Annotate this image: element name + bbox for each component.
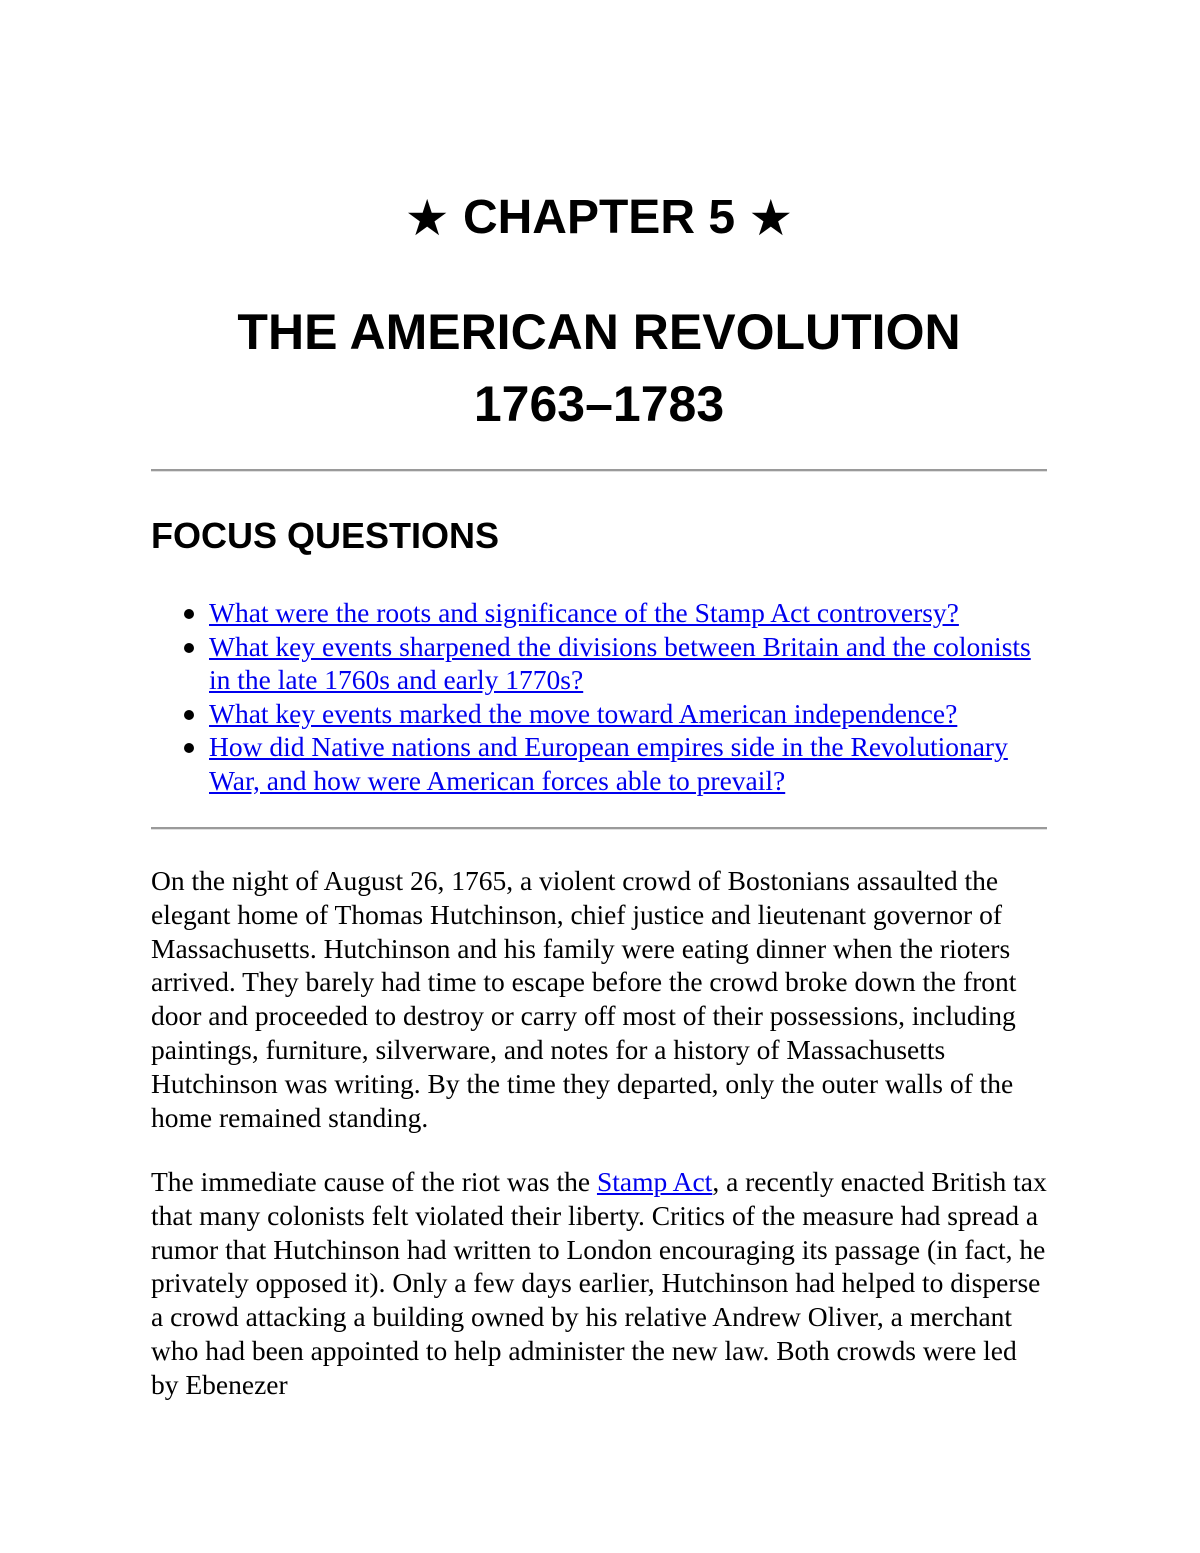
stamp-act-link[interactable]: Stamp Act: [596, 1166, 713, 1197]
horizontal-divider: [151, 827, 1047, 830]
chapter-title-line: THE AMERICAN REVOLUTION: [237, 304, 961, 360]
paragraph-text: The immediate cause of the riot was the: [151, 1166, 597, 1197]
focus-question-link[interactable]: How did Native nations and European empires side in the Revolutionary War, and how were American forces able to prevail?: [209, 731, 1008, 796]
focus-question-item: [151, 596, 1031, 630]
star-icon: ★: [748, 189, 794, 247]
body-paragraph: On the night of August 26, 1765, a violent crowd of Bostonians assaulted the elegant home of Thomas Hutchinson, chief justice and lieutenant governor of Massachusetts. Hutchinson and his family were eating dinner when the rioters arrived. They barely had time to escape before the crowd broke down the front door and proceeded to destroy or carry off most of their possessions, including paintings, furniture, silverware, and notes for a history of Massachusetts Hutchinson was writing. By the time they departed, only the outer walls of the home remained standing.: [151, 865, 1017, 1133]
focus-question-item: [151, 697, 1031, 731]
chapter-label: [151, 188, 1047, 248]
horizontal-divider: [151, 469, 1047, 472]
focus-question-link[interactable]: What were the roots and significance of the Stamp Act controversy?: [209, 597, 959, 628]
focus-question-link[interactable]: What key events marked the move toward American independence?: [209, 697, 958, 729]
chapter-number: CHAPTER 5: [462, 191, 736, 244]
bullet-icon: [184, 643, 194, 653]
bullet-icon: [184, 609, 194, 619]
bullet-icon: [184, 710, 194, 720]
bullet-icon: [184, 743, 194, 753]
focus-questions-heading: FOCUS QUESTIONS: [151, 515, 500, 556]
body-paragraph: [151, 1165, 1047, 1402]
star-icon: ★: [404, 189, 450, 247]
focus-questions-list: [151, 596, 1031, 797]
focus-question-item: [151, 630, 1031, 697]
paragraph-text: , a recently enacted British tax that many colonists felt violated their liberty. Critics of the measure had spread a rumor that Hutchinson had written to London encouraging its passage (in fact, he privately opposed it). Only a few days earlier, Hutchinson had helped to disperse a crowd attacking a building owned by his relative Andrew Oliver, a merchant who had been appointed to help administer the new law. Both crowds were led by Ebenezer: [151, 1166, 1047, 1400]
chapter-title: [151, 296, 1047, 440]
chapter-date-range: 1763–1783: [473, 376, 725, 432]
focus-question-item: [151, 730, 1031, 797]
focus-question-link[interactable]: What key events sharpened the divisions between Britain and the colonists in the late 1760s and early 1770s?: [209, 630, 1031, 695]
